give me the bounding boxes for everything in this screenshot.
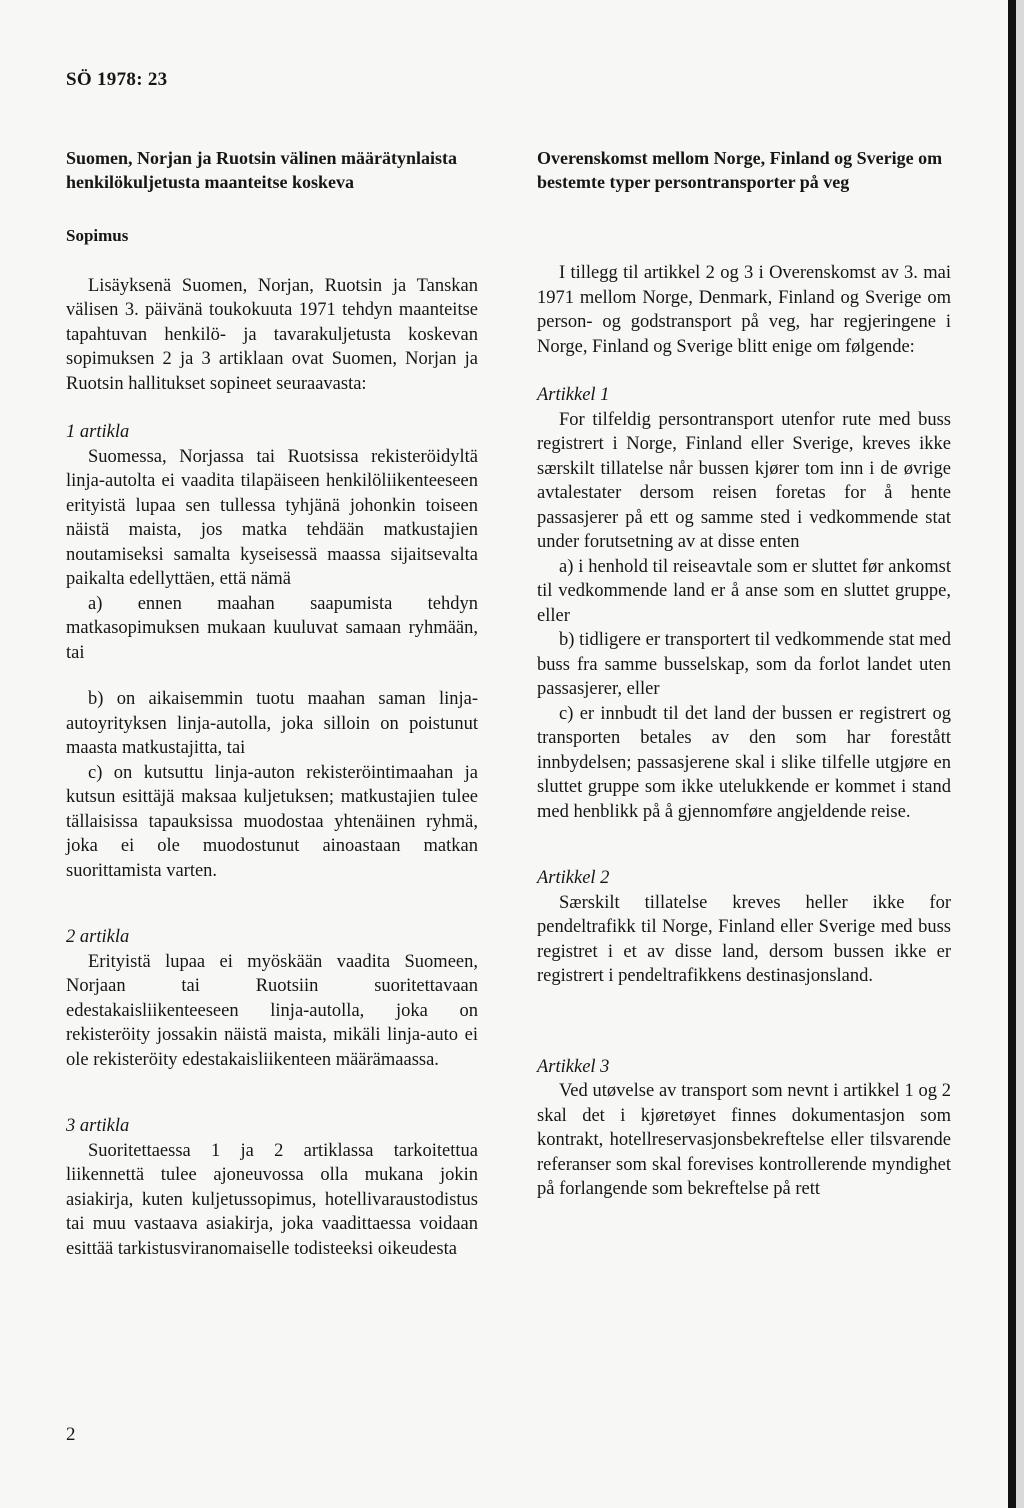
finnish-art1-body: Suomessa, Norjassa tai Ruotsissa rekisteröidyltä linja-autolta ei vaadita tilapäiseen henkilöliikenteeseen erityistä lupaa sen tullessa tyhjänä johonkin toiseen näistä maista, jos matka tehdään matkustajien noutamiseksi samalta kyseisessä maassa sijaitsevalta paikalta edellyttäen, että nämä bbox=[66, 446, 478, 589]
finnish-intro: Lisäyksenä Suomen, Norjan, Ruotsin ja Tanskan välisen 3. päivänä toukokuuta 1971 tehdyn maanteitse tapahtuvan henkilö- ja tavarakuljetusta koskevan sopimuksen 2 ja 3 artiklaan ovat Suomen, Norjan ja Ruotsin hallitukset sopineet seuraavasta: bbox=[66, 275, 478, 394]
finnish-art1-c: c) on kutsuttu linja-auton rekisteröintimaahan ja kutsun esittäjä maksaa kuljetuksen; matkustajien tulee tällaisissa tapauksissa muodostaa yhtenäinen ryhmä, joka ei ole muodostunut ainoastaan matkan suorittamista varten. bbox=[66, 762, 478, 881]
finnish-art1-b: b) on aikaisemmin tuotu maahan saman linja-autoyrityksen linja-autolla, joka silloin on poistunut maasta matkustajitta, tai bbox=[66, 689, 478, 758]
norwegian-art2-body: Særskilt tillatelse kreves heller ikke for pendeltrafikk til Norge, Finland eller Sverige med buss registret i et av disse land, dersom bussen ikke er registrert i pendeltrafikkens destinasjonsland. bbox=[537, 892, 951, 986]
finnish-art3-heading: 3 artikla bbox=[66, 1116, 130, 1136]
document-reference: SÖ 1978: 23 bbox=[66, 69, 168, 90]
finnish-art1-a: a) ennen maahan saapumista tehdyn matkasopimuksen mukaan kuuluvat samaan ryhmään, tai bbox=[66, 593, 478, 663]
finnish-subtitle: Sopimus bbox=[66, 226, 129, 245]
norwegian-column bbox=[537, 146, 951, 1202]
norwegian-art1-c: c) er innbudt til det land der bussen er registrert og transporten betales av den som har forestått innbydelsen; passasjerene skal i slike tilfelle utgjøre en sluttet gruppe som ikke utelukkende er kommet i stand med henblikk på å gjennomføre angjeldende reise. bbox=[537, 703, 951, 822]
norwegian-art3-heading: Artikkel 3 bbox=[537, 1056, 610, 1077]
finnish-column bbox=[66, 146, 478, 1261]
norwegian-art1-a: a) i henhold til reiseavtale som er sluttet før ankomst til vedkommende land er å anse som en sluttet gruppe, eller bbox=[537, 556, 951, 626]
norwegian-art1-heading: Artikkel 1 bbox=[537, 385, 610, 405]
finnish-art1-heading: 1 artikla bbox=[66, 422, 130, 442]
scan-edge bbox=[1008, 0, 1016, 1508]
norwegian-title: Overenskomst mellom Norge, Finland og Sverige om bestemte typer persontransporter på veg bbox=[537, 148, 943, 192]
norwegian-art1-b: b) tidligere er transportert til vedkommende stat med buss fra samme busselskap, som da forlot landet uten passasjerer, eller bbox=[537, 630, 951, 699]
norwegian-intro: I tillegg til artikkel 2 og 3 i Overenskomst av 3. mai 1971 mellom Norge, Denmark, Finland og Sverige om person- og godstransport på veg, har regjeringene i Norge, Finland og Sverige blitt enige om følgende: bbox=[537, 263, 951, 357]
finnish-art2-heading: 2 artikla bbox=[66, 927, 130, 947]
finnish-art2-body: Erityistä lupaa ei myöskään vaadita Suomeen, Norjaan tai Ruotsiin suoritettavaan edestakaisliikenteeseen linja-autolla, joka on rekisteröity jossakin näistä maista, mikäli linja-auto ei ole rekisteröity edestakaisliikenteen määrämaassa. bbox=[66, 951, 478, 1070]
norwegian-art2-heading: Artikkel 2 bbox=[537, 868, 610, 888]
finnish-art3-body: Suoritettaessa 1 ja 2 artiklassa tarkoitettua liikennettä tulee ajoneuvossa olla mukana jokin asiakirja, kuten kuljetussopimus, hotellivaraustodistus tai muu vastaava asiakirja, joka vaadittaessa voidaan esittää tarkistusviranomaiselle todisteeksi oikeudesta bbox=[66, 1140, 478, 1259]
norwegian-art3-body: Ved utøvelse av transport som nevnt i artikkel 1 og 2 skal det i kjøretøyet finnes dokumentasjon som kontrakt, hotellreservasjonsbekreftelse eller tilsvarende referanser som skal forevises kontrollerende myndighet på forlangende som bekreftelse på rett bbox=[537, 1081, 951, 1199]
norwegian-art1-body: For tilfeldig persontransport utenfor rute med buss registrert i Norge, Finland eller Sverige, kreves ikke særskilt tillatelse når bussen kjører tom inn i de øvrige avtalestater dersom reisen foretas for å hente passasjerer på ett og samme sted i vedkommende stat under forutsetning av at disse enten bbox=[537, 409, 951, 552]
finnish-title: Suomen, Norjan ja Ruotsin välinen määrätynlaista henkilökuljetusta maanteitse koskeva bbox=[66, 148, 458, 192]
page-number: 2 bbox=[66, 1424, 76, 1445]
